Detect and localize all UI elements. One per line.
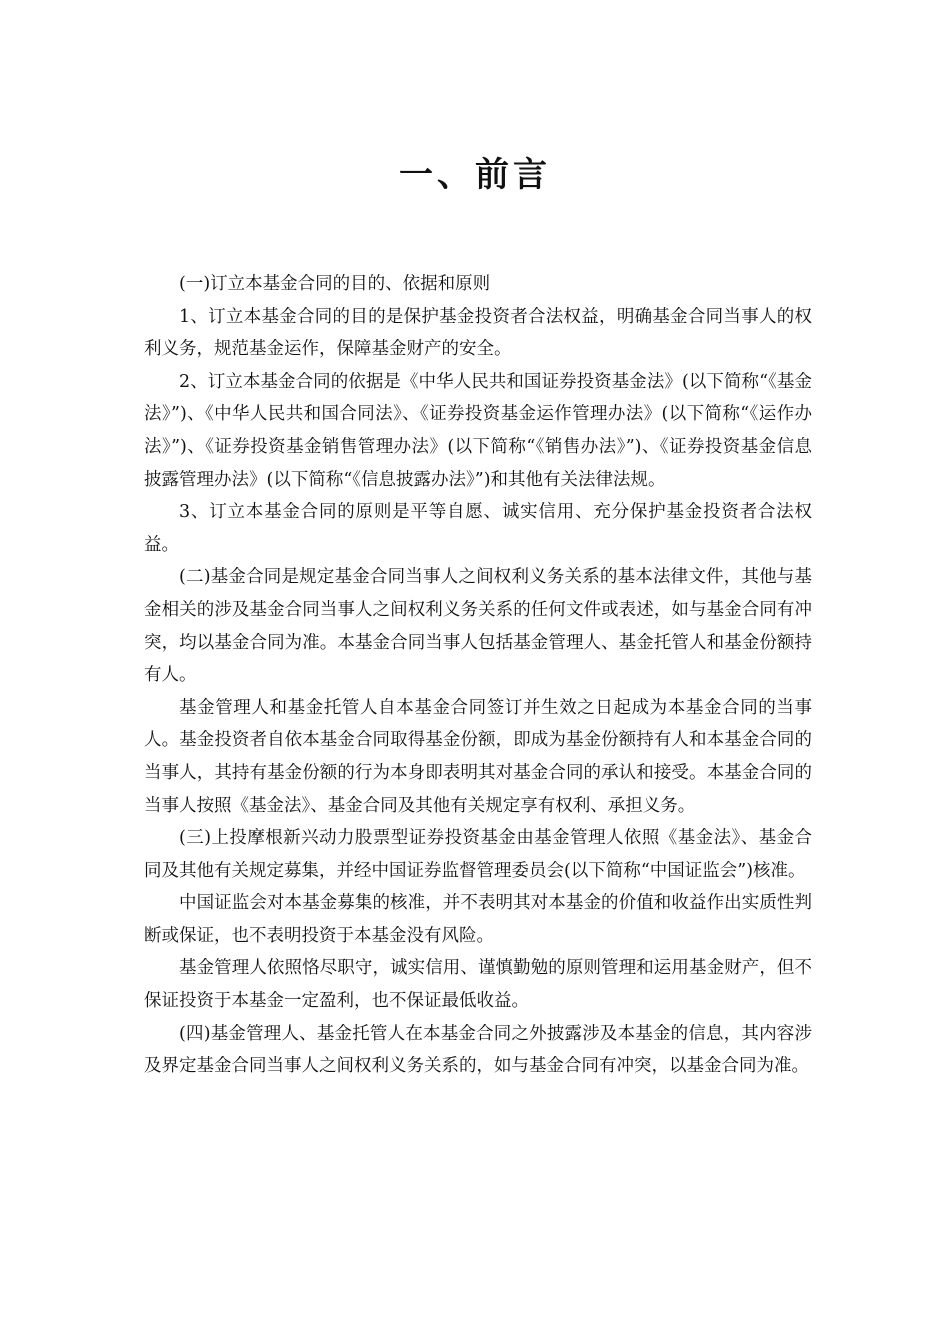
paragraph-legal-basis: 2、订立本基金合同的依据是《中华人民共和国证券投资基金法》(以下简称“《基金法》”)、《中华人民共和国合同法》、《证券投资基金运作管理办法》(以下简称“《运作办法》”)、《证券投资基金销售管理办法》(以下简称“《销售办法》”)、《证券投资基金信息披露管理办法》(以下简称“《信息披露办法》”)和其他有关法律法规。: [144, 371, 812, 490]
page-title: 一、前言: [399, 155, 551, 195]
paragraph-section-4: (四)基金管理人、基金托管人在本基金合同之外披露涉及本基金的信息，其内容涉及界定基金合同当事人之间权利义务关系的，如与基金合同有冲突，以基金合同为准。: [144, 1023, 812, 1077]
paragraph-manager-duty: 基金管理人依照恪尽职守，诚实信用、谨慎勤勉的原则管理和运用基金财产，但不保证投资于本基金一定盈利，也不保证最低收益。: [144, 958, 812, 1012]
paragraph-purpose: 1、订立本基金合同的目的是保护基金投资者合法权益，明确基金合同当事人的权利义务，规范基金运作，保障基金财产的安全。: [144, 306, 812, 360]
paragraph-section-1-heading: (一)订立本基金合同的目的、依据和原则: [179, 274, 491, 294]
paragraph-principles: 3、订立本基金合同的原则是平等自愿、诚实信用、充分保护基金投资者合法权益。: [144, 502, 812, 555]
paragraph-section-2: (二)基金合同是规定基金合同当事人之间权利义务关系的基本法律文件，其他与基金相关的涉及基金合同当事人之间权利义务关系的任何文件或表述，如与基金合同有冲突，均以基金合同为准。本基金合同当事人包括基金管理人、基金托管人和基金份额持有人。: [144, 567, 812, 686]
document-body: [144, 268, 812, 1083]
paragraph-csrc-approval: 中国证监会对本基金募集的核准，并不表明其对本基金的价值和收益作出实质性判断或保证，也不表明投资于本基金没有风险。: [144, 893, 812, 946]
paragraph-section-3: (三)上投摩根新兴动力股票型证券投资基金由基金管理人依照《基金法》、基金合同及其他有关规定募集，并经中国证券监督管理委员会(以下简称“中国证监会”)核准。: [144, 828, 812, 881]
paragraph-parties: 基金管理人和基金托管人自本基金合同签订并生效之日起成为本基金合同的当事人。基金投资者自依本基金合同取得基金份额，即成为基金份额持有人和本基金合同的当事人，其持有基金份额的行为本身即表明其对基金合同的承认和接受。本基金合同的当事人按照《基金法》、基金合同及其他有关规定享有权利、承担义务。: [144, 697, 812, 816]
